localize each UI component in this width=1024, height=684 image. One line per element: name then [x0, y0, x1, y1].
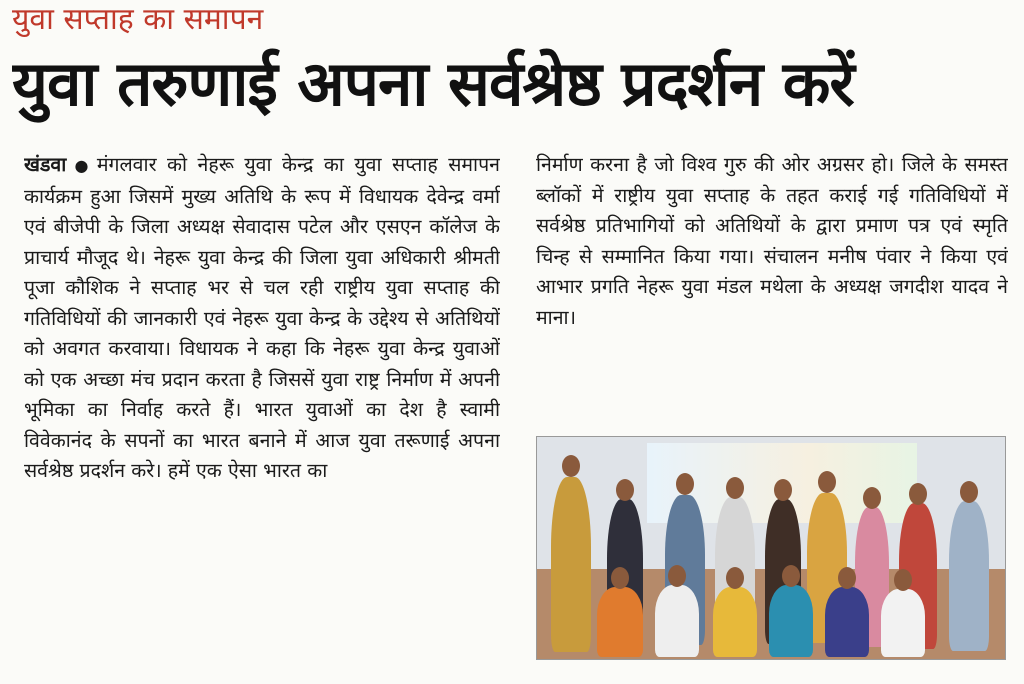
photo-person [713, 587, 757, 657]
photo-head [668, 565, 686, 587]
article-text-right: निर्माण करना है जो विश्व गुरु की ओर अग्रसर हो। जिले के समस्त ब्लॉकों में राष्ट्रीय युवा सप्ताह के तहत कराई गई गतिविधियों में सर्वश्रेष्ठ प्रतिभागियों को अतिथियों के द्वारा प्रमाण पत्र एवं स्मृति चिन्ह से सम्मानित किया गया। संचालन मनीष पंवार ने किया एवं आभार प्रगति नेहरू युवा मंडल मथेला के अध्यक्ष जगदीश यादव ने माना। [536, 153, 1008, 329]
bullet-icon: ● [70, 156, 93, 175]
article-column-right [536, 150, 1008, 420]
photo-head [782, 565, 800, 587]
photo-head [894, 569, 912, 591]
headline: युवा तरुणाई अपना सर्वश्रेष्ठ प्रदर्शन करें [12, 47, 854, 120]
dateline: खंडवा [24, 153, 67, 176]
photo-head [562, 455, 580, 477]
photo-person [655, 585, 699, 657]
photo-person [597, 587, 643, 657]
photo-head [726, 567, 744, 589]
article-text-left: मंगलवार को नेहरू युवा केन्द्र का युवा सप्ताह समापन कार्यक्रम हुआ जिसमें मुख्य अतिथि के रूप में विधायक देवेन्द्र वर्मा एवं बीजेपी के जिला अध्यक्ष सेवादास पटेल और एसएन कॉलेज के प्राचार्य मौजूद थे। नेहरू युवा केन्द्र की जिला युवा अधिकारी श्रीमती पूजा कौशिक ने सप्ताह भर से चल रही राष्ट्रीय युवा सप्ताह की गतिविधियों की जानकारी एवं नेहरू युवा केन्द्र के उद्देश्य से अतिथियों को अवगत करवाया। विधायक ने कहा कि नेहरू युवा केन्द्र युवाओं को एक अच्छा मंच प्रदान करता है जिससें युवा राष्ट्र निर्माण में अपनी भूमिका का निर्वाह करते हैं। भारत युवाओं का देश है स्वामी विवेकानंद के सपनों का भारत बनाने में आज युवा तरूणाई अपना सर्वश्रेष्ठ प्रदर्शन करे। हमें एक ऐसा भारत का [24, 153, 500, 482]
photo-head [960, 481, 978, 503]
photo-person [949, 501, 989, 651]
photo-head [838, 567, 856, 589]
photo-head [863, 487, 881, 509]
photo-head [676, 473, 694, 495]
photo-head [818, 471, 836, 493]
photo-head [726, 477, 744, 499]
photo-head [616, 479, 634, 501]
section-kicker: युवा सप्ताह का समापन [12, 2, 264, 37]
photo-head [909, 483, 927, 505]
photo-person [881, 589, 925, 657]
photo-person [825, 587, 869, 657]
event-photo [536, 436, 1006, 660]
article-column-left [24, 150, 500, 670]
photo-person [551, 477, 591, 652]
photo-person [769, 585, 813, 657]
photo-head [774, 479, 792, 501]
photo-head [611, 567, 629, 589]
